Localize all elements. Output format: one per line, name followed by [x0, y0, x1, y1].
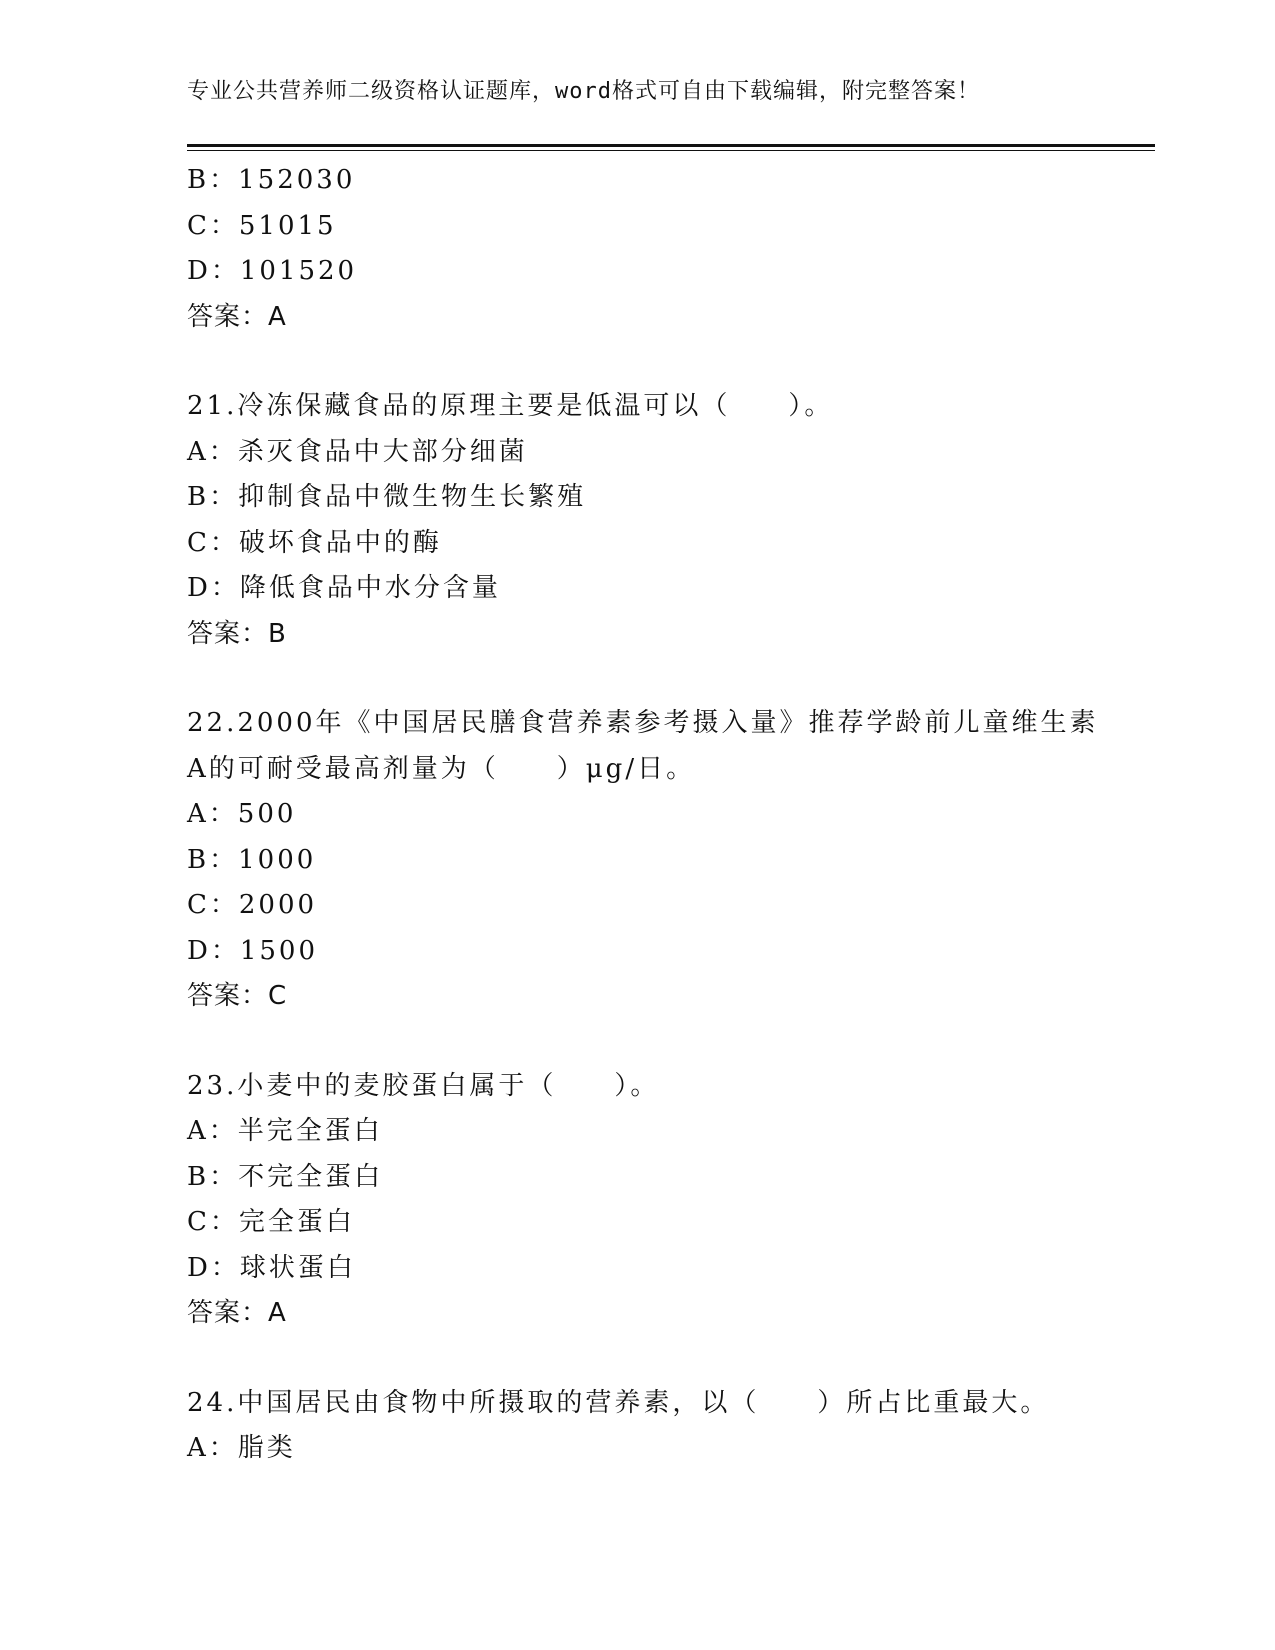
question-stem: 21.冷冻保藏食品的原理主要是低温可以（ ）。: [187, 391, 834, 421]
answer: 答案：C: [187, 981, 288, 1011]
option-d: D：1500: [187, 935, 319, 966]
option-a: A：脂类: [187, 1433, 296, 1463]
option-a: A：半完全蛋白: [187, 1116, 383, 1146]
page-header: 专业公共营养师二级资格认证题库，word格式可自由下载编辑，附完整答案！: [187, 79, 980, 104]
option-b: B：1000: [187, 844, 317, 875]
question-content: [187, 158, 1155, 1472]
option-a: A：杀灭食品中大部分细菌: [187, 436, 528, 467]
question-stem-continued: A的可耐受最高剂量为（ ）μg/日。: [187, 753, 696, 784]
option-a: A：500: [187, 799, 297, 829]
option-c: C：51015: [187, 210, 337, 241]
option-c: C：完全蛋白: [187, 1207, 355, 1237]
header-rule-thick: [187, 144, 1155, 147]
option-d: D：球状蛋白: [187, 1252, 356, 1283]
option-b: B：抑制食品中微生物生长繁殖: [187, 482, 587, 512]
header-rule-thin: [187, 150, 1155, 151]
option-d: D：降低食品中水分含量: [187, 573, 501, 603]
option-c: C：2000: [187, 890, 318, 920]
option-c: C：破坏食品中的酶: [187, 527, 442, 558]
answer: 答案：A: [187, 301, 287, 332]
option-b: B：152030: [187, 165, 356, 195]
question-stem: 23.小麦中的麦胶蛋白属于（ ）。: [187, 1070, 660, 1101]
option-d: D：101520: [187, 256, 358, 286]
question-stem: 24.中国居民由食物中所摄取的营养素，以（ ）所占比重最大。: [187, 1387, 1050, 1418]
question-stem: 22.2000年《中国居民膳食营养素参考摄入量》推荐学龄前儿童维生素: [187, 708, 1099, 738]
answer: 答案：A: [187, 1298, 287, 1328]
answer: 答案：B: [187, 618, 287, 649]
option-b: B：不完全蛋白: [187, 1161, 384, 1192]
